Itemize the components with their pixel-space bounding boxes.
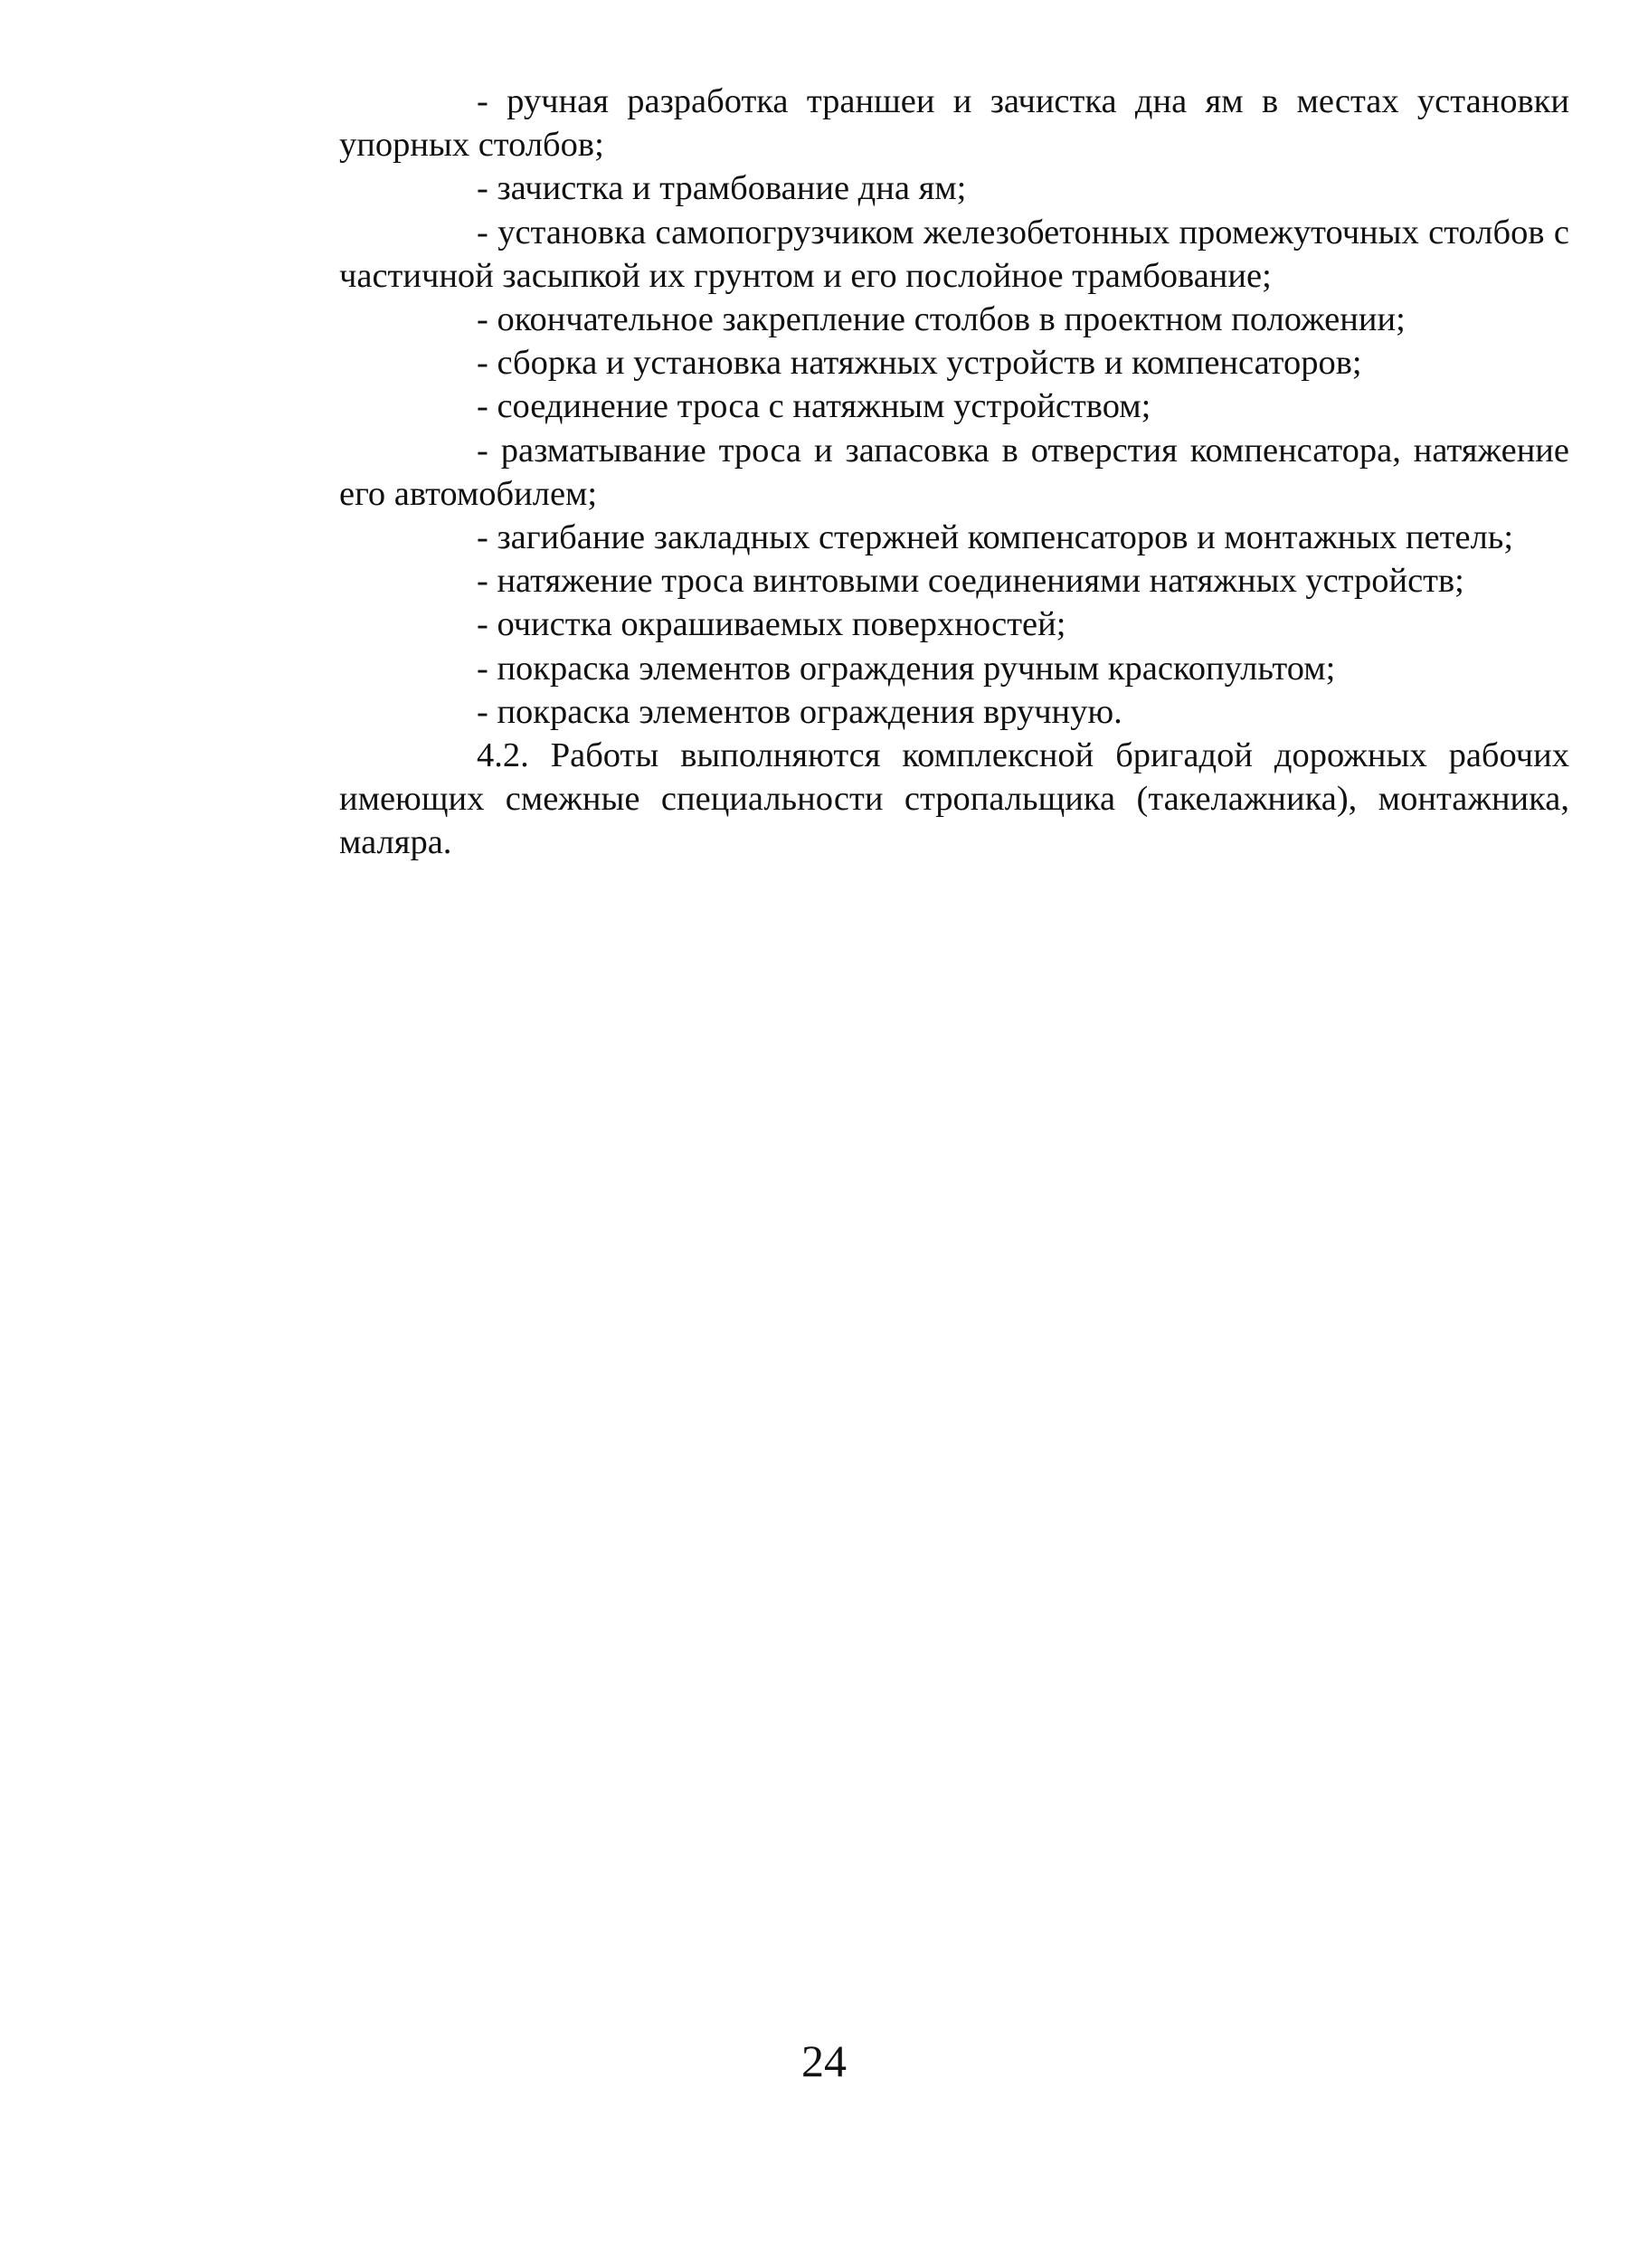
list-item: - покраска элементов ограждения вручную.	[477, 692, 1122, 731]
document-body	[339, 80, 1569, 865]
list-item: - загибание закладных стержней компенсаторов и монтажных петель;	[477, 518, 1514, 557]
list-item: - ручная разработка траншеи и зачистка дна ям в местах установки упорных столбов;	[339, 82, 1569, 165]
list-item: - установка самопогрузчиком железобетонных промежуточных столбов с частичной засыпкой их грунтом и его послойное трамбование;	[339, 213, 1569, 295]
section-paragraph-4-2: 4.2. Работы выполняются комплексной бригадой дорожных рабочих имеющих смежные специальности стропальщика (такелажника), монтажника, маляра.	[339, 736, 1569, 862]
page-number: 24	[801, 2036, 847, 2086]
list-item: - разматывание троса и запасовка в отверстия компенсатора, натяжение его автомобилем;	[339, 431, 1569, 513]
list-item: - покраска элементов ограждения ручным краскопультом;	[477, 649, 1336, 688]
list-item: - соединение троса с натяжным устройством;	[477, 387, 1151, 426]
list-item: - сборка и установка натяжных устройств и компенсаторов;	[477, 344, 1362, 383]
list-item: - зачистка и трамбование дна ям;	[477, 169, 967, 208]
list-item: - очистка окрашиваемых поверхностей;	[477, 605, 1066, 644]
list-item: - окончательное закрепление столбов в проектном положении;	[477, 300, 1406, 339]
list-item: - натяжение троса винтовыми соединениями натяжных устройств;	[477, 562, 1464, 601]
